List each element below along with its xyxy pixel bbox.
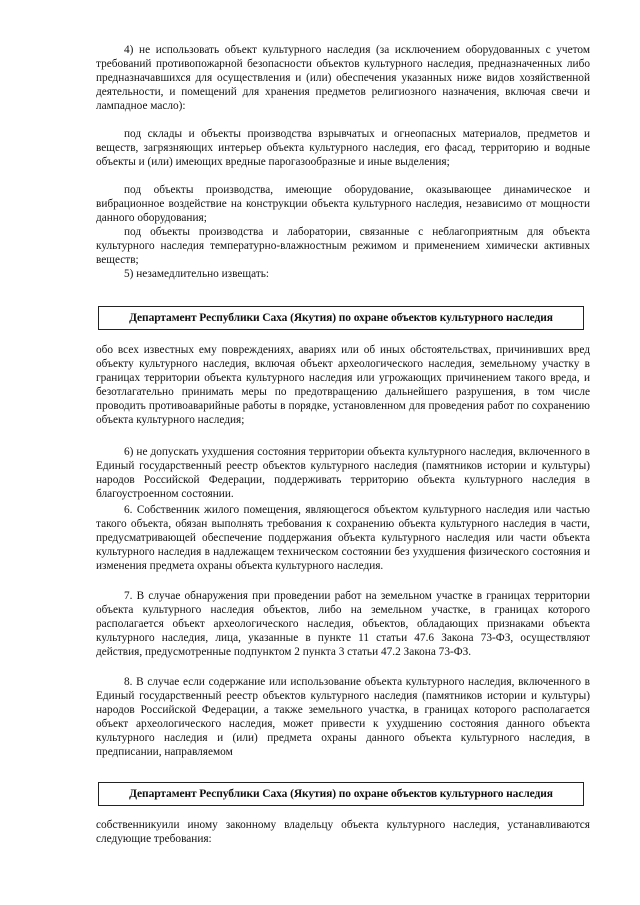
paragraph-section-6: 6. Собственник жилого помещения, являющегося объектом культурного наследия или частью такого объекта, обязан выполнять требования к сохранению объекта культурного наследия в части, предусматривающей обеспечение поддержания объекта культурного наследия или части объекта культурного наследия в надлежащем техническом состоянии без ухудшения физического состояния и изменения предмета охраны объекта культурного наследия. bbox=[96, 504, 590, 573]
paragraph-laboratories: под объекты производства и лаборатории, связанные с неблагоприятным для объекта культурного наследия температурно-влажностным режимом и применением химически активных веществ; bbox=[96, 226, 590, 267]
paragraph-requirements: собственникуили иному законному владельцу объекта культурного наследия, устанавливаются следующие требования: bbox=[96, 819, 590, 846]
paragraph-section-7: 7. В случае обнаружения при проведении работ на земельном участке в границах территории объекта культурного наследия объектов, либо на земельном участке, в границах которого располагается объект археологического наследия, объектов, обладающих признаками объекта культурного наследия, лица, указанные в пункте 11 статьи 47.6 Закона 73-ФЗ, осуществляют действия, предусмотренные подпунктом 2 пункта 3 статьи 47.2 Закона 73-ФЗ. bbox=[96, 590, 590, 659]
department-banner: Департамент Республики Саха (Якутия) по охране объектов культурного наследия bbox=[98, 306, 584, 330]
paragraph-item-4: 4) не использовать объект культурного наследия (за исключением оборудованных с учетом требований противопожарной безопасности объектов культурного наследия, предназначенных либо предназначавшихся для осуществления и (или) обеспечения указанных ниже видов хозяйственной деятельности, и помещений для хранения предметов религиозного назначения, включая свечи и лампадное масло): bbox=[96, 44, 590, 113]
paragraph-section-8: 8. В случае если содержание или использование объекта культурного наследия, включенного в Единый государственный реестр объектов культурного наследия (памятников истории и культуры) народов Российской Федерации, а также земельного участка, в границах которого располагается объект археологического наследия, может привести к ухудшению состояния данного объекта культурного наследия и (или) предмета охраны данного объекта культурного наследия, в предписании, направляемом bbox=[96, 676, 590, 759]
paragraph-item-6-territory: 6) не допускать ухудшения состояния территории объекта культурного наследия, включенного в Единый государственный реестр объектов культурного наследия (памятников истории и культуры) народов Российской Федерации, поддерживать территорию объекта культурного наследия в благоустроенном состоянии. bbox=[96, 446, 590, 501]
paragraph-warehouses: под склады и объекты производства взрывчатых и огнеопасных материалов, предметов и веществ, загрязняющих интерьер объекта культурного наследия, его фасад, территорию и водные объекты и (или) имеющих вредные парогазообразные и иные выделения; bbox=[96, 128, 590, 169]
paragraph-damage-report: обо всех известных ему повреждениях, авариях или об иных обстоятельствах, причинивших вред объекту культурного наследия, включая объект археологического наследия, земельному участку в границах территории объекта культурного наследия или угрожающих причинением такого вреда, и безотлагательно принимать меры по предотвращению дальнейшего разрушения, в том числе проводить противоаварийные работы в порядке, установленном для проведения работ по сохранению объекта культурного наследия; bbox=[96, 344, 590, 427]
paragraph-item-5: 5) незамедлительно извещать: bbox=[124, 268, 270, 280]
paragraph-production-equipment: под объекты производства, имеющие оборудование, оказывающее динамическое и вибрационное воздействие на конструкции объекта культурного наследия, независимо от мощности данного оборудования; bbox=[96, 184, 590, 225]
department-banner: Департамент Республики Саха (Якутия) по охране объектов культурного наследия bbox=[98, 782, 584, 806]
